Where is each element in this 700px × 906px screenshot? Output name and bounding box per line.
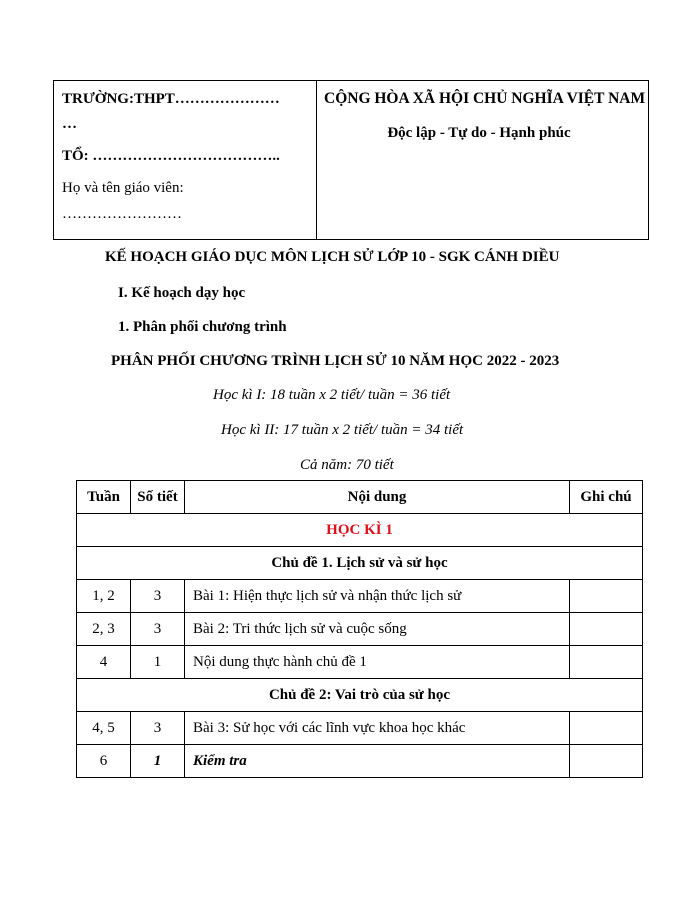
- table-row: [77, 712, 643, 745]
- semester-1-note: Học kì I: 18 tuần x 2 tiết/ tuần = 36 tiết: [213, 387, 451, 403]
- header-week: Tuần: [77, 481, 131, 514]
- school-label-continuation: …: [62, 116, 77, 132]
- header-periods: Số tiết: [131, 481, 185, 514]
- table-row: [77, 745, 643, 778]
- topic-row: [77, 547, 643, 580]
- content-cell: Nội dung thực hành chủ đề 1: [185, 646, 570, 679]
- content-cell: Kiểm tra: [185, 745, 570, 778]
- header-content: Nội dung: [185, 481, 570, 514]
- periods-cell: 1: [131, 646, 185, 679]
- main-title: KẾ HOẠCH GIÁO DỤC MÔN LỊCH SỬ LỚP 10 - SGK CÁNH DIỀU: [105, 249, 560, 265]
- note-cell: [570, 712, 643, 745]
- table-row: [77, 580, 643, 613]
- subsection-heading: 1. Phân phối chương trình: [118, 319, 287, 335]
- national-motto: Độc lập - Tự do - Hạnh phúc: [387, 125, 571, 141]
- week-cell: 2, 3: [77, 613, 131, 646]
- periods-cell: 1: [131, 745, 185, 778]
- table-header-row: [77, 481, 643, 514]
- table-row: [77, 646, 643, 679]
- periods-cell: 3: [131, 712, 185, 745]
- program-title: PHÂN PHỐI CHƯƠNG TRÌNH LỊCH SỬ 10 NĂM HỌC 2022 - 2023: [111, 353, 560, 369]
- note-cell: [570, 613, 643, 646]
- note-cell: [570, 646, 643, 679]
- topic-row: [77, 679, 643, 712]
- teacher-value: ……………………: [62, 206, 182, 222]
- header-note: Ghi chú: [570, 481, 643, 514]
- note-cell: [570, 745, 643, 778]
- semester-heading: HỌC KÌ 1: [77, 514, 643, 547]
- department-label: TỔ: ………………………………..: [62, 148, 280, 164]
- note-cell: [570, 580, 643, 613]
- table-row: [77, 613, 643, 646]
- content-cell: Bài 1: Hiện thực lịch sử và nhận thức lịch sử: [185, 580, 570, 613]
- semester-row: [77, 514, 643, 547]
- week-cell: 4, 5: [77, 712, 131, 745]
- content-cell: Bài 2: Tri thức lịch sử và cuộc sống: [185, 613, 570, 646]
- header-box: [53, 80, 649, 240]
- teacher-label: Họ và tên giáo viên:: [62, 180, 184, 196]
- week-cell: 1, 2: [77, 580, 131, 613]
- nation-title: CỘNG HÒA XÃ HỘI CHỦ NGHĨA VIỆT NAM: [324, 90, 646, 107]
- periods-cell: 3: [131, 613, 185, 646]
- section-heading: I. Kế hoạch dạy học: [118, 285, 246, 301]
- year-note: Cả năm: 70 tiết: [300, 457, 394, 473]
- topic-1-heading: Chủ đề 1. Lịch sử và sử học: [77, 547, 643, 580]
- nation-info-cell: [317, 81, 648, 239]
- topic-2-heading: Chủ đề 2: Vai trò của sử học: [77, 679, 643, 712]
- week-cell: 4: [77, 646, 131, 679]
- content-cell: Bài 3: Sử học với các lĩnh vực khoa học khác: [185, 712, 570, 745]
- periods-cell: 3: [131, 580, 185, 613]
- semester-2-note: Học kì II: 17 tuần x 2 tiết/ tuần = 34 tiết: [221, 422, 464, 438]
- program-table: [76, 480, 643, 778]
- week-cell: 6: [77, 745, 131, 778]
- school-info-cell: [54, 81, 317, 239]
- school-label: TRƯỜNG:THPT…………………: [62, 91, 280, 107]
